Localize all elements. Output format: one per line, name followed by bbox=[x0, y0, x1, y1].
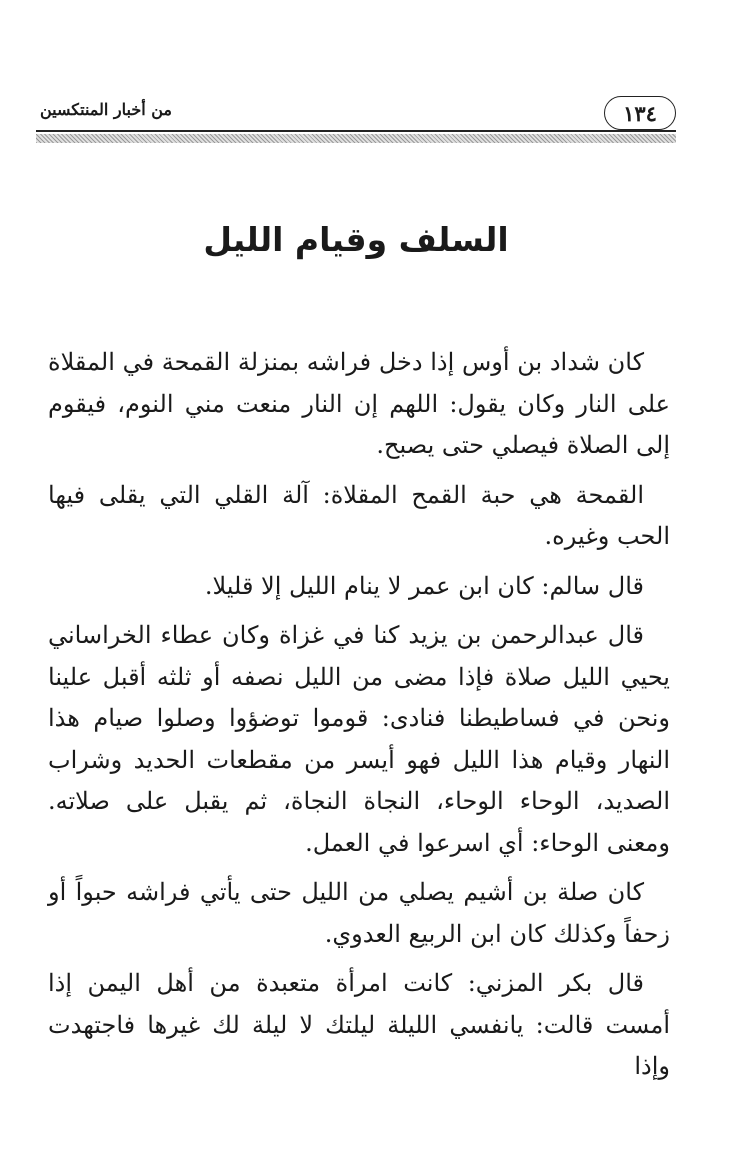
header-decorative-band bbox=[36, 134, 676, 143]
chapter-title: السلف وقيام الليل bbox=[203, 220, 509, 259]
running-title: من أخبار المنتكسين bbox=[40, 100, 172, 119]
page-number: ١٣٤ bbox=[604, 96, 676, 130]
paragraph: قال عبدالرحمن بن يزيد كنا في غزاة وكان عطاء الخراساني يحيي الليل صلاة فإذا مضى من الليل نصفه أو ثلثه أقبل علينا ونحن في فساطيطنا فنادى: قوموا توضؤوا وصلوا صيام هذا النهار وقيام هذا الليل فهو أيسر من مقطعات الحديد وشراب الصديد، الوحاء الوحاء، النجاة النجاة، ثم يقبل على صلاته. ومعنى الوحاء: أي اسرعوا في العمل. bbox=[48, 621, 670, 857]
paragraph: قال سالم: كان ابن عمر لا ينام الليل إلا قليلا. bbox=[204, 571, 644, 600]
paragraph: كان صلة بن أشيم يصلي من الليل حتى يأتي فراشه حبواً أو زحفاً وكذلك كان ابن الربيع العدوي. bbox=[48, 878, 670, 948]
body-text bbox=[48, 342, 670, 1096]
page-header bbox=[36, 90, 676, 150]
paragraph: كان شداد بن أوس إذا دخل فراشه بمنزلة القمحة في المقلاة على النار وكان يقول: اللهم إن النار منعت مني النوم، فيقوم إلى الصلاة فيصلي حتى يصبح. bbox=[48, 348, 670, 459]
paragraph: قال بكر المزني: كانت امرأة متعبدة من أهل اليمن إذا أمست قالت: يانفسي الليلة ليلتك لا ليلة لك غيرها فاجتهدت وإذا bbox=[48, 969, 670, 1080]
header-rule bbox=[36, 130, 676, 132]
paragraph: القمحة هي حبة القمح المقلاة: آلة القلي التي يقلى فيها الحب وغيره. bbox=[48, 480, 670, 550]
